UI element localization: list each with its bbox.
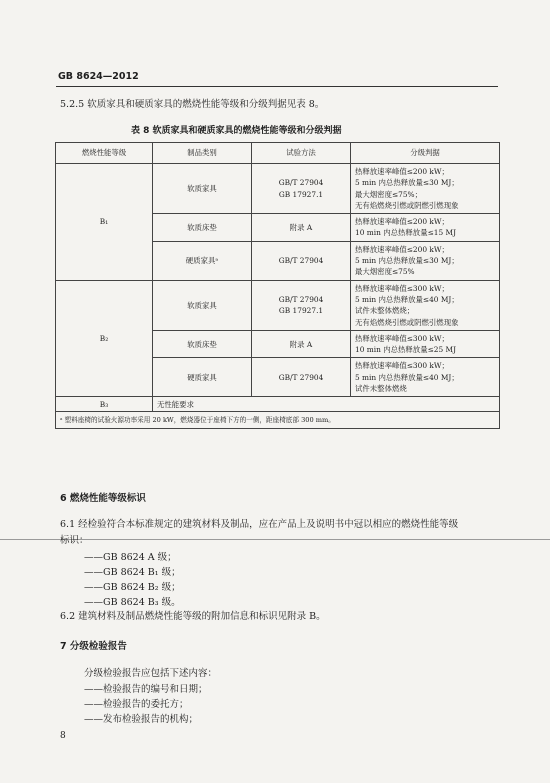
method-cell <box>252 280 351 330</box>
grade-cell: B₁ <box>56 164 153 281</box>
criteria-line: 无有焰燃烧引燃或阴燃引燃现象 <box>355 317 459 327</box>
list-item: ——GB 8624 B₁ 级； <box>84 567 181 578</box>
category-cell: 软质家具 <box>153 164 252 214</box>
criteria-line: 5 min 内总热释放量≤40 MJ； <box>355 372 459 382</box>
category-cell: 软质家具 <box>153 280 252 330</box>
criteria-line: 热释放速率峰值≤300 kW； <box>355 361 449 371</box>
column-header: 制品类别 <box>153 143 252 164</box>
table-header-row <box>56 143 500 164</box>
category-cell: 硬质家具 <box>153 358 252 397</box>
method-line: GB 17927.1 <box>278 306 324 316</box>
method-cell <box>252 241 351 280</box>
criteria-line: 热释放速率峰值≤200 kW； <box>355 244 449 254</box>
grade-cell: B₂ <box>56 280 153 397</box>
method-line: GB/T 27904 <box>278 372 324 382</box>
criteria-line: 试件未整体燃烧； <box>355 306 415 316</box>
method-line: GB/T 27904 <box>278 178 324 188</box>
column-header: 分级判据 <box>351 143 500 164</box>
table-row <box>56 280 500 330</box>
method-line: GB 17927.1 <box>278 189 324 199</box>
standard-code: GB 8624—2012 <box>58 71 139 82</box>
method-cell <box>252 358 351 397</box>
page-number: 8 <box>60 731 66 741</box>
method-cell <box>252 330 351 358</box>
list-item: ——发布检验报告的机构； <box>84 714 199 725</box>
table-8 <box>55 142 500 429</box>
section-7-title: 7 分级检验报告 <box>60 641 127 652</box>
table-footnote: ᵃ 塑料座椅的试验火源功率采用 20 kW，燃烧器位于座椅下方的一侧，距座椅底部 300 mm。 <box>56 412 500 429</box>
grade-cell: B₃ <box>56 397 153 412</box>
criteria-line: 5 min 内总热释放量≤40 MJ； <box>355 294 459 304</box>
criteria-cell <box>351 164 500 214</box>
method-cell <box>252 214 351 242</box>
list-item: ——GB 8624 B₃ 级。 <box>84 597 181 608</box>
list-item: ——GB 8624 A 级； <box>84 552 177 563</box>
criteria-cell <box>351 214 500 242</box>
table-caption: 表 8 软质家具和硬质家具的燃烧性能等级和分级判据 <box>131 126 342 136</box>
category-cell: 硬质家具ᵃ <box>153 241 252 280</box>
criteria-line: 热释放速率峰值≤200 kW； <box>355 167 449 176</box>
list-item: ——GB 8624 B₂ 级； <box>84 582 181 593</box>
column-header: 燃烧性能等级 <box>56 143 153 164</box>
method-line: GB/T 27904 <box>278 256 324 266</box>
criteria-cell <box>351 241 500 280</box>
criteria-line: 热释放速率峰值≤300 kW； <box>355 333 449 343</box>
section-5-2-5: 5.2.5 软质家具和硬质家具的燃烧性能等级和分级判据见表 8。 <box>60 99 325 110</box>
section-6-title: 6 燃烧性能等级标识 <box>60 493 146 504</box>
criteria-line: 热释放速率峰值≤200 kW； <box>355 217 449 227</box>
header-rule <box>56 86 498 87</box>
category-cell: 软质床垫 <box>153 214 252 242</box>
criteria-line: 5 min 内总热释放量≤30 MJ； <box>355 256 459 266</box>
column-header: 试验方法 <box>252 143 351 164</box>
method-cell <box>252 164 351 214</box>
method-line: 附录 A <box>289 222 313 232</box>
criteria-line: 最大烟密度≤75% <box>355 267 415 277</box>
criteria-cell <box>351 280 500 330</box>
method-line: GB/T 27904 <box>278 294 324 304</box>
criteria-line: 热释放速率峰值≤300 kW； <box>355 283 449 293</box>
table-row <box>56 397 500 412</box>
category-cell: 软质床垫 <box>153 330 252 358</box>
clause-6-1: 6.1 经检验符合本标准规定的建筑材料及制品，应在产品上及说明书中冠以相应的燃烧性能等级 <box>60 519 459 530</box>
method-line: 附录 A <box>289 339 313 349</box>
section-7-intro: 分级检验报告应包括下述内容： <box>84 668 218 679</box>
table-row <box>56 164 500 214</box>
b3-requirement: 无性能要求 <box>153 397 500 412</box>
criteria-cell <box>351 358 500 397</box>
list-item: ——检验报告的编号和日期； <box>84 684 208 695</box>
table-footnote-row <box>56 412 500 429</box>
criteria-line: 10 min 内总热释放量≤15 MJ <box>355 228 457 238</box>
clause-6-1-continuation: 标识： <box>60 535 89 546</box>
clause-6-2: 6.2 建筑材料及制品燃烧性能等级的附加信息和标识见附录 B。 <box>60 611 326 622</box>
criteria-line: 最大烟密度≤75%； <box>355 189 422 199</box>
criteria-line: 5 min 内总热释放量≤30 MJ； <box>355 178 459 188</box>
list-item: ——检验报告的委托方； <box>84 699 189 710</box>
criteria-line: 10 min 内总热释放量≤25 MJ <box>355 345 457 355</box>
criteria-line: 无有焰燃烧引燃或阴燃引燃现象 <box>355 200 459 210</box>
criteria-line: 试件未整体燃烧 <box>355 384 407 394</box>
criteria-cell <box>351 330 500 358</box>
